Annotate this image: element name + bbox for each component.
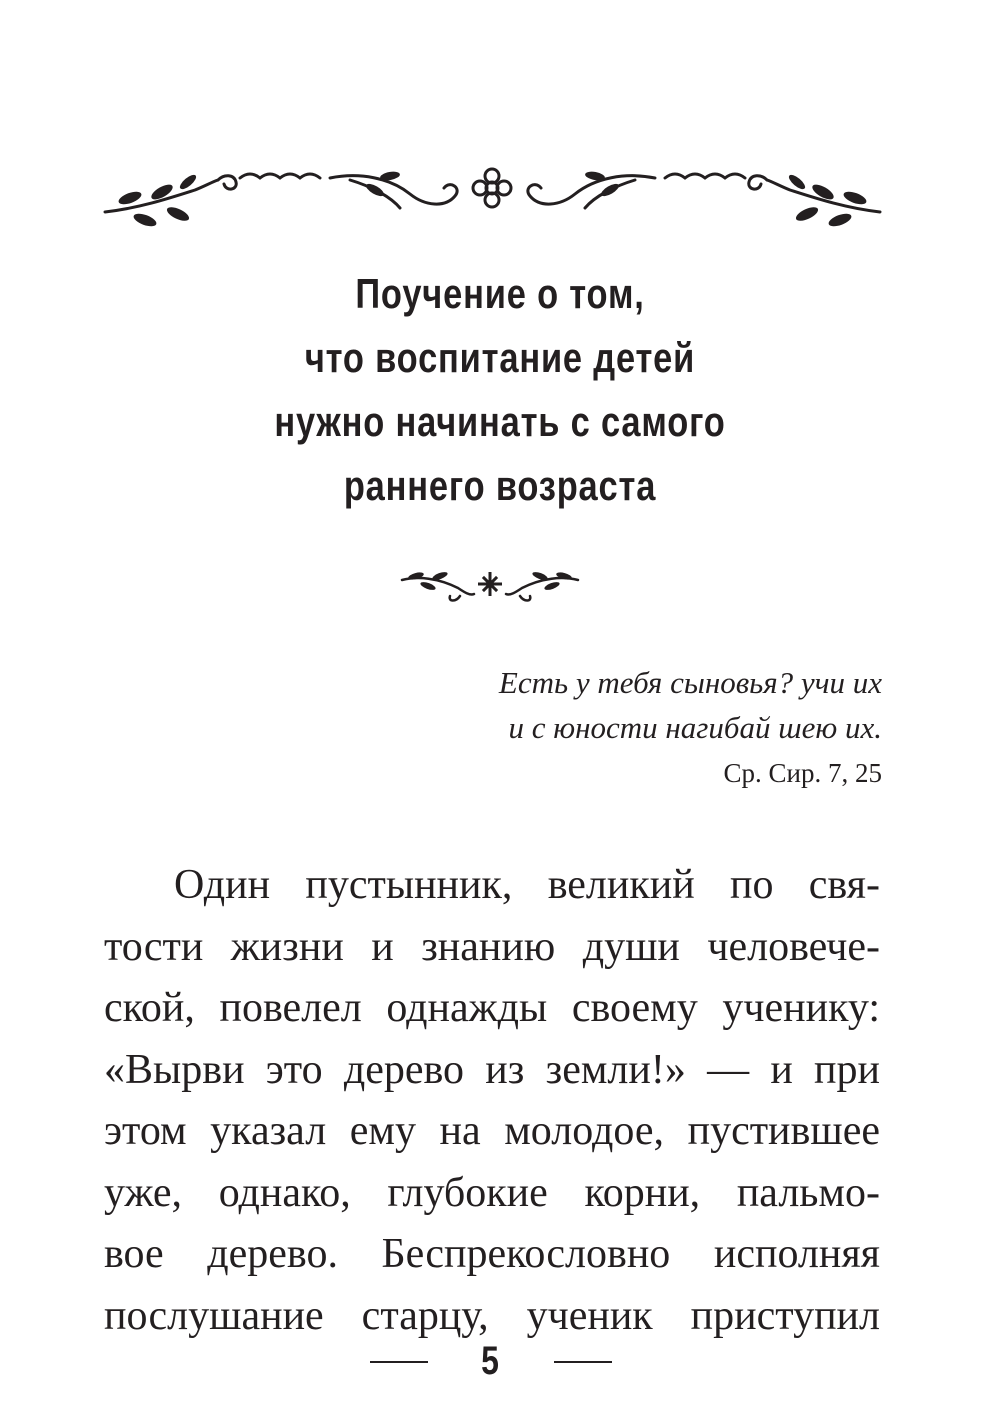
footer-rule-right [554, 1361, 612, 1363]
page-number: 5 [481, 1339, 499, 1383]
chapter-title [156, 262, 845, 518]
title-line: раннего возраста [343, 462, 657, 509]
small-floral-divider-icon [398, 566, 582, 606]
text-line: ской, повелел однажды своему ученику: [104, 985, 880, 1031]
text-line: «Вырви это дерево из земли!» — и при [104, 1046, 880, 1093]
title-line: что воспитание детей [304, 334, 696, 381]
epigraph-line: Есть у тебя сыновья? учи их [498, 665, 882, 700]
text-line: тости жизни и знанию души человече- [104, 923, 880, 970]
title-line: нужно начинать с самого [274, 398, 726, 445]
title-line: Поучение о том, [355, 270, 645, 317]
page-footer [0, 1336, 1000, 1386]
text-line: послушание старцу, ученик приступил [104, 1292, 880, 1339]
epigraph-reference: Ср. Сир. 7, 25 [723, 758, 882, 788]
epigraph-line: и с юности нагибай шею их. [508, 710, 882, 745]
floral-vine-divider-icon [100, 160, 885, 240]
footer-rule-left [370, 1361, 428, 1363]
epigraph [499, 660, 882, 796]
text-line: этом указал ему на молодое, пустившее [104, 1108, 880, 1154]
text-line: вое дерево. Беспрекословно исполняя [104, 1231, 880, 1277]
text-line: Один пустынник, великий по свя- [174, 862, 880, 908]
body-paragraph [104, 855, 880, 1347]
text-line: уже, однако, глубокие корни, пальмо- [104, 1169, 880, 1216]
